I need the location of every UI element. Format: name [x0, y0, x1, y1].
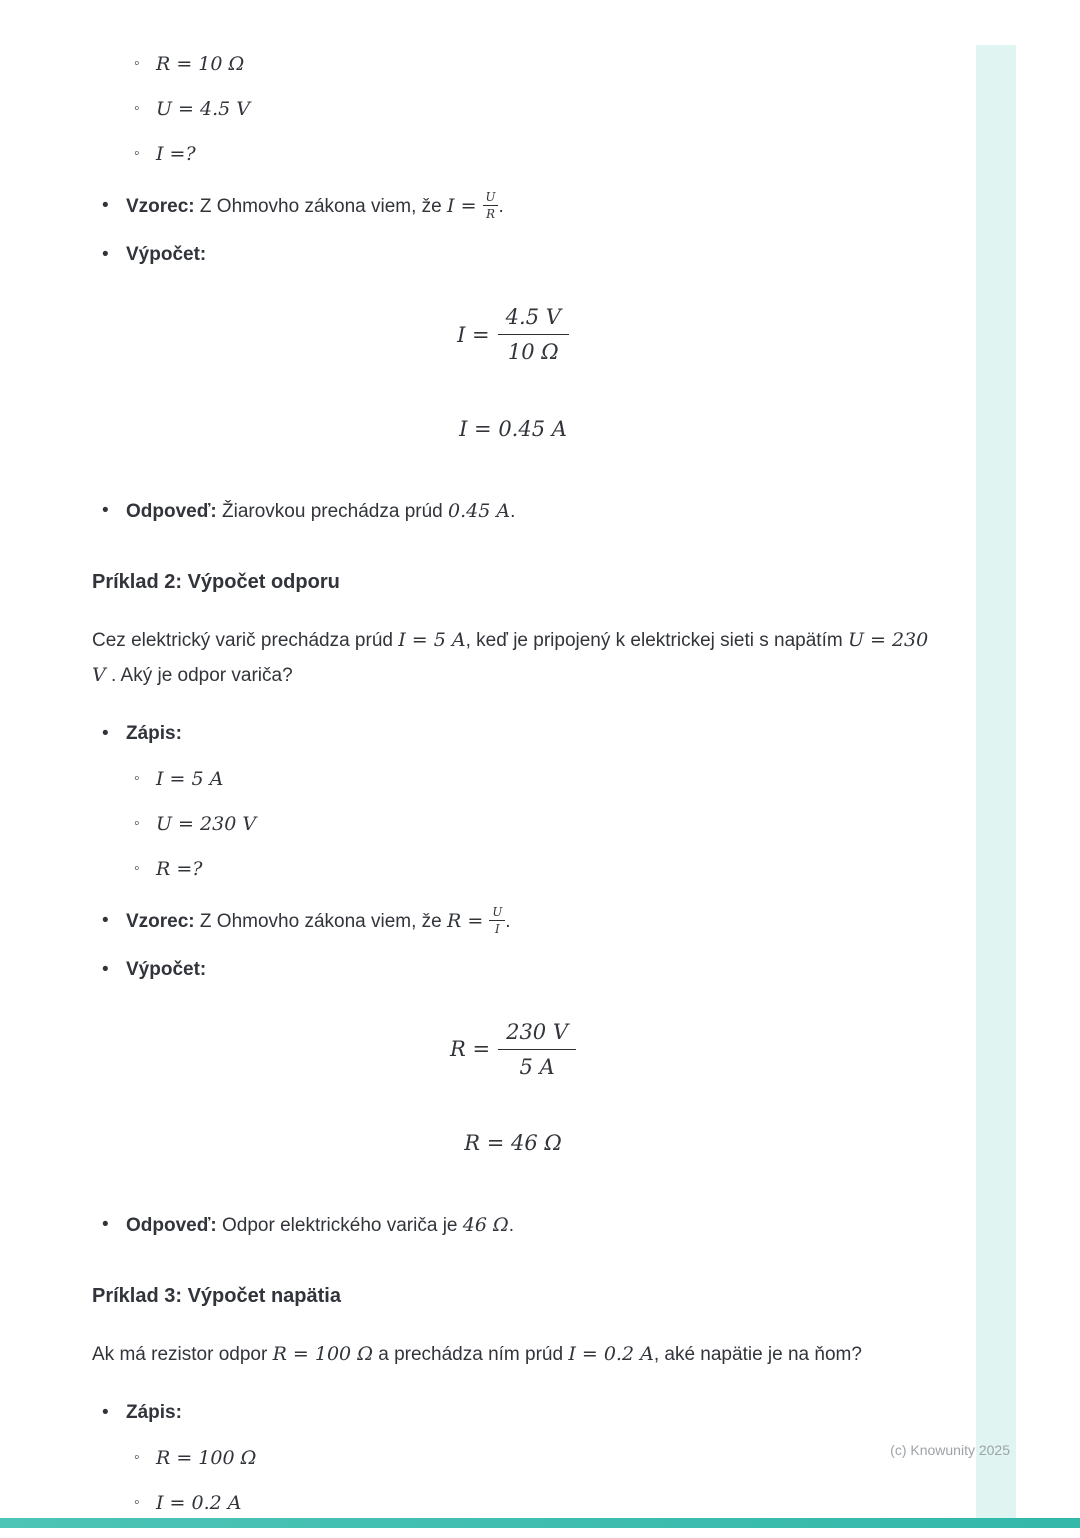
given-value: R = 100 Ω [156, 1447, 257, 1469]
display-equation-result [92, 1126, 934, 1160]
circle-bullet-icon [134, 852, 156, 886]
answer-line [126, 1208, 934, 1243]
answer-suffix: . [508, 1215, 515, 1236]
equation-lhs: I = [457, 322, 490, 347]
disc-bullet-icon [102, 238, 126, 272]
example3-given-list [92, 1441, 934, 1520]
circle-bullet-icon [134, 1486, 156, 1520]
answer-label: Odpoveď: [126, 500, 217, 522]
list-item [92, 762, 934, 796]
formula-suffix: . [498, 196, 504, 217]
notes-label: Zápis: [126, 722, 182, 744]
math-segment: I = 5 A [398, 628, 466, 651]
display-equation-fraction [92, 304, 934, 366]
given-value: I = 5 A [156, 767, 224, 790]
notes-bullet [92, 1396, 934, 1430]
inline-fraction [483, 190, 499, 221]
disc-bullet-icon [102, 494, 126, 529]
notes-line [126, 717, 934, 751]
fraction-numerator: 230 V [498, 1019, 576, 1050]
calculation-bullet [92, 238, 934, 272]
example1-given-list [92, 47, 934, 171]
given-value: U = 230 V [156, 812, 257, 835]
formula-bullet [92, 189, 934, 224]
fraction-numerator: U [483, 190, 499, 206]
circle-bullet-icon [134, 762, 156, 796]
calculation-label: Výpočet: [126, 244, 207, 265]
fraction-denominator: I [494, 921, 500, 936]
calculation-line [126, 238, 934, 272]
formula-label: Vzorec: [126, 910, 195, 932]
text-segment: Cez elektrický varič prechádza prúd [92, 629, 399, 651]
formula-line [126, 904, 934, 939]
text-segment: , aké napätie je na ňom? [653, 1344, 862, 1365]
answer-math: 46 Ω [462, 1214, 509, 1236]
fraction-denominator: R [486, 207, 495, 222]
equation-result: I = 0.45 A [459, 416, 567, 441]
formula-label: Vzorec: [126, 196, 195, 217]
fraction [498, 1019, 576, 1081]
answer-bullet [92, 1208, 934, 1243]
formula-lhs: R = [447, 909, 490, 932]
equation-result: R = 46 Ω [464, 1131, 562, 1155]
answer-text: Žiarovkou prechádza prúd [216, 500, 449, 522]
calculation-line [126, 953, 934, 987]
formula-text: Z Ohmovho zákona viem, že [194, 196, 448, 217]
example2-intro [92, 623, 934, 693]
inline-fraction [489, 905, 505, 936]
list-item [92, 47, 934, 81]
answer-label: Odpoveď: [126, 1215, 217, 1236]
disc-bullet-icon [102, 189, 126, 224]
list-item [92, 1486, 934, 1520]
disc-bullet-icon [102, 717, 126, 751]
example3-intro [92, 1337, 934, 1372]
watermark: (c) Knowunity 2025 [890, 1442, 1010, 1458]
answer-math: 0.45 A [448, 499, 511, 522]
display-equation-fraction [92, 1019, 934, 1081]
formula-text: Z Ohmovho zákona viem, že [194, 910, 448, 932]
formula-suffix: . [505, 910, 511, 932]
circle-bullet-icon [134, 807, 156, 841]
given-value: I =? [156, 143, 196, 165]
formula-lhs: I = [447, 195, 483, 217]
given-value: R = 10 Ω [156, 53, 245, 75]
fraction-denominator: 10 Ω [507, 340, 559, 365]
example3-heading: Príklad 3: Výpočet napätia [92, 1285, 341, 1307]
text-segment: , keď je pripojený k elektrickej sieti s napätím [465, 629, 848, 651]
calculation-label: Výpočet: [126, 958, 207, 980]
list-item [92, 92, 934, 126]
bottom-accent-bar [0, 1518, 1080, 1528]
given-value: U = 4.5 V [156, 98, 250, 120]
text-segment: a prechádza ním prúd [372, 1344, 569, 1365]
given-value: I = 0.2 A [156, 1492, 242, 1514]
fraction [498, 304, 569, 366]
notes-bullet [92, 717, 934, 751]
circle-bullet-icon [134, 1441, 156, 1475]
display-equation-result [92, 412, 934, 446]
disc-bullet-icon [102, 953, 126, 987]
math-segment: I = 0.2 A [568, 1343, 654, 1365]
notes-label: Zápis: [126, 1402, 182, 1423]
list-item [92, 1441, 934, 1475]
circle-bullet-icon [134, 92, 156, 126]
example2-heading: Príklad 2: Výpočet odporu [92, 570, 340, 593]
answer-bullet [92, 494, 934, 529]
fraction-numerator: U [489, 905, 505, 921]
answer-text: Odpor elektrického variča je [216, 1215, 463, 1236]
math-segment: R = 100 Ω [272, 1343, 373, 1365]
answer-line [126, 494, 934, 529]
list-item [92, 137, 934, 171]
disc-bullet-icon [102, 1208, 126, 1243]
given-value: R =? [156, 857, 203, 880]
notes-line [126, 1396, 934, 1430]
math-segment: U = 230 V [92, 628, 929, 686]
text-segment: Ak má rezistor odpor [92, 1344, 273, 1365]
fraction-numerator: 4.5 V [498, 304, 569, 335]
answer-suffix: . [510, 500, 516, 522]
equation-lhs: R = [449, 1037, 491, 1062]
list-item [92, 852, 934, 886]
decorative-side-strip [976, 45, 1016, 1518]
calculation-bullet [92, 953, 934, 987]
document-content [92, 36, 934, 1538]
list-item [92, 807, 934, 841]
formula-bullet [92, 904, 934, 939]
circle-bullet-icon [134, 137, 156, 171]
text-segment: . Aký je odpor variča? [105, 664, 293, 686]
disc-bullet-icon [102, 1396, 126, 1430]
fraction-denominator: 5 A [519, 1054, 555, 1079]
circle-bullet-icon [134, 47, 156, 81]
disc-bullet-icon [102, 904, 126, 939]
formula-line [126, 189, 934, 224]
example2-given-list [92, 762, 934, 886]
